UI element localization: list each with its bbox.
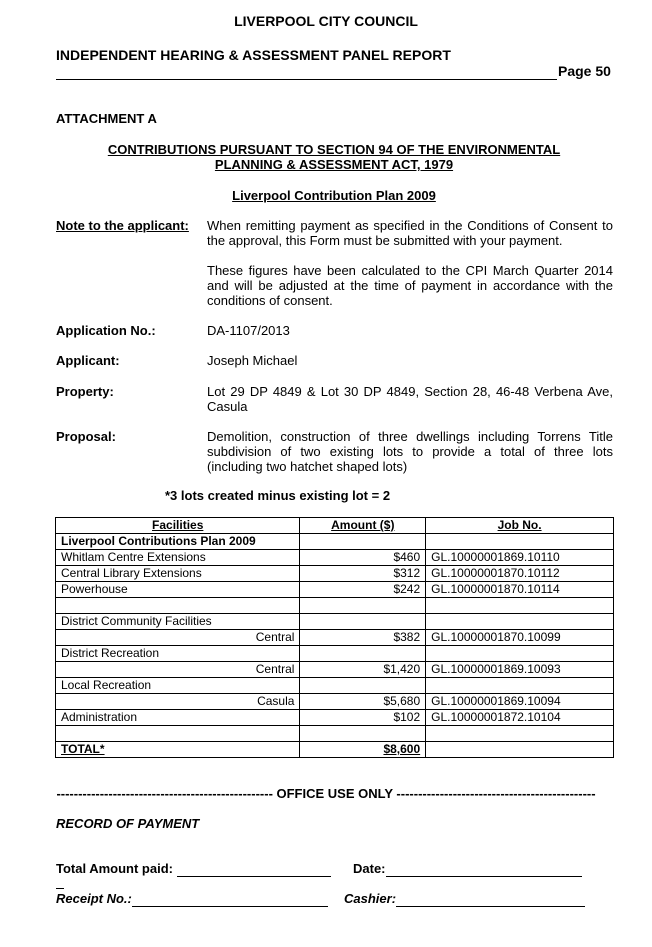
total-amount: $8,600: [300, 742, 426, 758]
job-cell: [426, 646, 614, 662]
col-header-job: Job No.: [426, 518, 614, 534]
report-title: INDEPENDENT HEARING & ASSESSMENT PANEL REPORT: [56, 47, 451, 63]
job-cell: [426, 614, 614, 630]
facility-cell: District Recreation: [56, 646, 300, 662]
col-header-amount: Amount ($): [300, 518, 426, 534]
application-label: Application No.:: [56, 323, 156, 338]
cashier-label: Cashier:: [344, 891, 397, 906]
facility-cell: Central: [56, 630, 300, 646]
proposal-line3: (including two hatchet shaped lots): [207, 459, 408, 474]
note-paragraph-2: [207, 263, 613, 308]
total-label: TOTAL*: [56, 742, 300, 758]
table-header-row: [56, 518, 614, 534]
record-of-payment: RECORD OF PAYMENT: [56, 816, 200, 831]
facility-cell: Casula: [56, 694, 300, 710]
job-cell: GL.10000001870.10099: [426, 630, 614, 646]
table-row: [56, 534, 614, 550]
note-paragraph-1: [207, 218, 613, 248]
attachment-label: ATTACHMENT A: [56, 111, 157, 126]
col-header-facilities: Facilities: [56, 518, 300, 534]
amount-cell: $312: [300, 566, 426, 582]
plan-title: Liverpool Contribution Plan 2009: [232, 188, 436, 203]
amount-cell: $460: [300, 550, 426, 566]
application-value: DA-1107/2013: [207, 323, 290, 338]
table-row: [56, 726, 614, 742]
note-p2-line2: and will be adjusted at the time of payment in accordance with the: [207, 278, 613, 293]
lots-note: *3 lots created minus existing lot = 2: [165, 488, 391, 503]
proposal-value: [207, 429, 613, 474]
applicant-label: Applicant:: [56, 353, 120, 368]
proposal-line2: subdivision of two existing lots to provide a total of three lots: [207, 444, 613, 459]
property-value: [207, 384, 613, 414]
table-row: [56, 550, 614, 566]
note-p2-line3: conditions of consent.: [207, 293, 333, 308]
proposal-label: Proposal:: [56, 429, 116, 444]
job-cell: GL.10000001869.10094: [426, 694, 614, 710]
receipt-label: Receipt No.:: [56, 891, 132, 906]
receipt-line[interactable]: [132, 906, 328, 907]
table-row: [56, 630, 614, 646]
facility-cell: Central Library Extensions: [56, 566, 300, 582]
note-p1-line2: the approval, this Form must be submitted with your payment.: [207, 233, 563, 248]
property-line1: Lot 29 DP 4849 & Lot 30 DP 4849, Section 28, 46-48 Verbena Ave,: [207, 384, 613, 399]
date-line[interactable]: [386, 876, 582, 877]
amount-cell: $1,420: [300, 662, 426, 678]
stray-mark: [56, 888, 64, 889]
property-line2: Casula: [207, 399, 248, 414]
job-cell: GL.10000001869.10093: [426, 662, 614, 678]
table-row: [56, 614, 614, 630]
applicant-value: Joseph Michael: [207, 353, 298, 368]
table-row: [56, 710, 614, 726]
contributions-table: [55, 517, 614, 758]
table-row: [56, 662, 614, 678]
total-job: [426, 742, 614, 758]
job-cell: GL.10000001870.10112: [426, 566, 614, 582]
note-p2-line1: These figures have been calculated to the CPI March Quarter 2014: [207, 263, 613, 278]
amount-cell: [300, 678, 426, 694]
page-number: Page 50: [558, 63, 611, 79]
table-row: [56, 598, 614, 614]
amount-cell: [300, 598, 426, 614]
amount-cell: [300, 534, 426, 550]
facility-cell: Powerhouse: [56, 582, 300, 598]
cashier-line[interactable]: [396, 906, 585, 907]
facility-cell: District Community Facilities: [56, 614, 300, 630]
table-row: [56, 694, 614, 710]
facility-cell: [56, 726, 300, 742]
facility-cell: Administration: [56, 710, 300, 726]
job-cell: [426, 598, 614, 614]
document-title-line2: PLANNING & ASSESSMENT ACT, 1979: [214, 157, 454, 172]
table-row: [56, 678, 614, 694]
total-paid-label: Total Amount paid:: [56, 861, 173, 876]
property-label: Property:: [56, 384, 114, 399]
facility-cell: Liverpool Contributions Plan 2009: [56, 534, 300, 550]
facility-cell: [56, 598, 300, 614]
proposal-line1: Demolition, construction of three dwellings including Torrens Title: [207, 429, 613, 444]
document-title-line1: CONTRIBUTIONS PURSUANT TO SECTION 94 OF THE ENVIRONMENTAL: [107, 142, 561, 157]
amount-cell: [300, 726, 426, 742]
facility-cell: Whitlam Centre Extensions: [56, 550, 300, 566]
council-name: LIVERPOOL CITY COUNCIL: [234, 13, 418, 29]
amount-cell: $242: [300, 582, 426, 598]
amount-cell: [300, 646, 426, 662]
date-label: Date:: [353, 861, 386, 876]
table-row: [56, 566, 614, 582]
office-use-banner: -------------------------------------------------- OFFICE USE ONLY ----------------------------------------------: [56, 786, 596, 801]
note-p1-line1: When remitting payment as specified in the Conditions of Consent to: [207, 218, 613, 233]
amount-cell: $102: [300, 710, 426, 726]
amount-cell: $5,680: [300, 694, 426, 710]
job-cell: [426, 534, 614, 550]
job-cell: GL.10000001872.10104: [426, 710, 614, 726]
job-cell: GL.10000001870.10114: [426, 582, 614, 598]
amount-cell: $382: [300, 630, 426, 646]
job-cell: [426, 726, 614, 742]
total-row: [56, 742, 614, 758]
amount-cell: [300, 614, 426, 630]
table-row: [56, 646, 614, 662]
header-rule: [56, 79, 557, 80]
facility-cell: Local Recreation: [56, 678, 300, 694]
table-row: [56, 582, 614, 598]
note-label: Note to the applicant:: [56, 218, 189, 233]
job-cell: GL.10000001869.10110: [426, 550, 614, 566]
total-paid-line[interactable]: [177, 876, 331, 877]
facility-cell: Central: [56, 662, 300, 678]
job-cell: [426, 678, 614, 694]
